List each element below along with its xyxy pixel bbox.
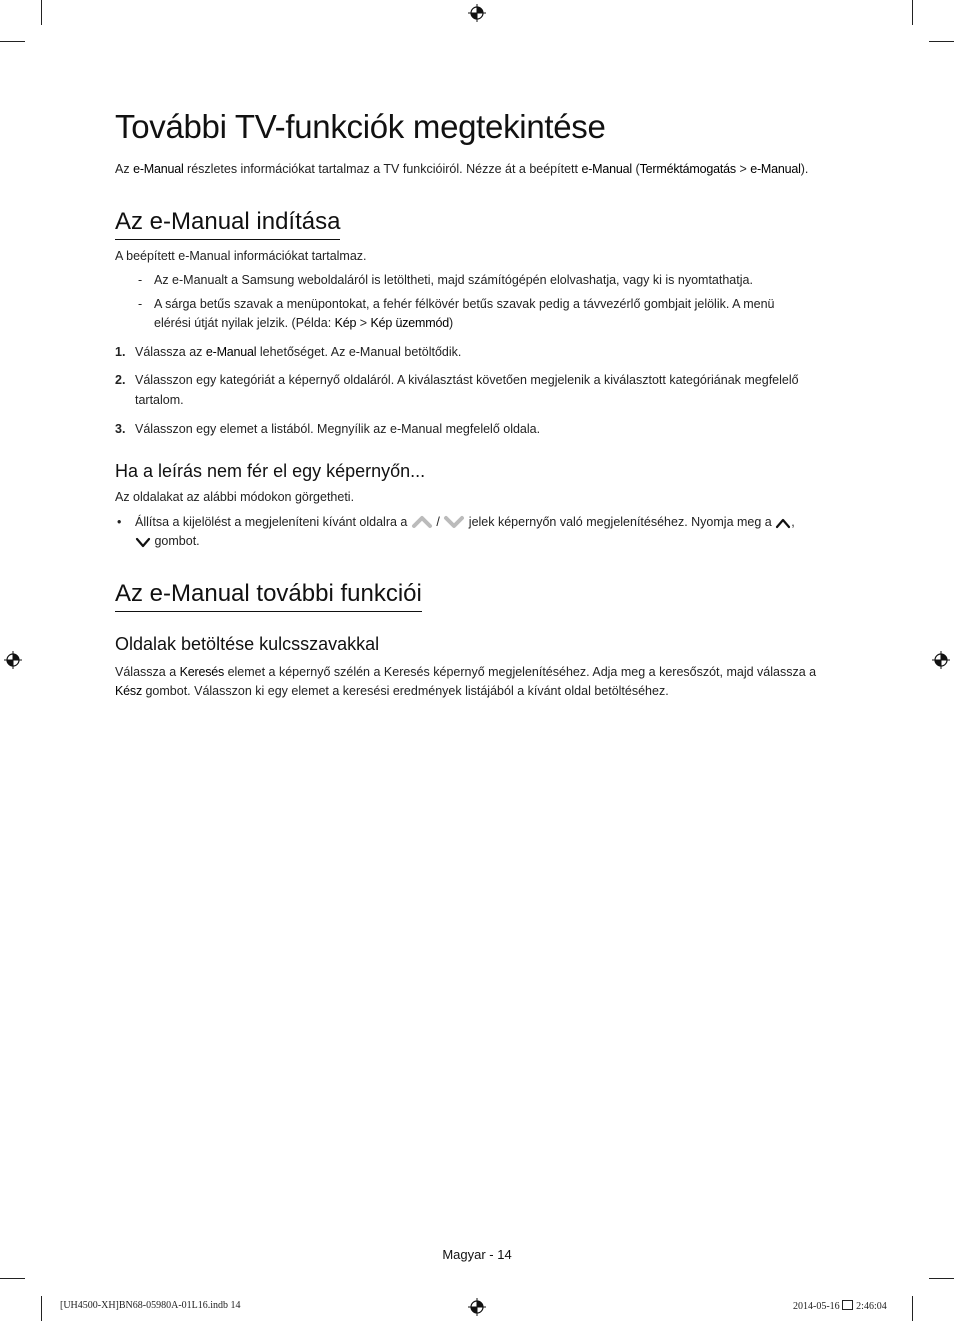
bullet-dot: • <box>117 515 122 529</box>
subsection-heading: Ha a leírás nem fér el egy képernyőn... <box>115 461 426 481</box>
step-text: Válasszon egy elemet a listából. Megnyílik az e-Manual megfelelő oldala. <box>135 422 541 436</box>
crop-mark <box>929 1278 954 1279</box>
note-item-continued: elérési útját nyilak jelzik. (Példa: Kép > Kép üzemmód) <box>154 316 454 330</box>
crop-mark <box>0 41 25 42</box>
crop-mark <box>41 1296 42 1321</box>
note-dash: - <box>138 297 143 311</box>
section-heading: Az e-Manual további funkciói <box>115 580 422 612</box>
imprint-date: 2014-05-16 2:46:04 <box>793 1301 887 1312</box>
page-number: Magyar - 14 <box>442 1247 512 1262</box>
registration-mark-icon <box>4 651 22 669</box>
page-title: További TV-funkciók megtekintése <box>115 108 606 145</box>
step-text-continued: tartalom. <box>135 393 184 407</box>
step-number: 3. <box>115 422 126 436</box>
step-number: 2. <box>115 373 126 387</box>
crop-mark <box>912 0 913 25</box>
chevron-up-icon <box>775 517 791 529</box>
registration-mark-icon <box>468 1298 486 1316</box>
subsection-heading: Oldalak betöltése kulcsszavakkal <box>115 634 380 654</box>
bullet-text: Állítsa a kijelölést a megjeleníteni kívánt oldalra a / jelek képernyőn való megjelenítéséhez. Nyomja meg a , <box>135 515 795 529</box>
crop-mark <box>912 1296 913 1321</box>
registration-mark-icon <box>468 4 486 22</box>
scroll-down-icon <box>443 515 465 529</box>
note-item: Az e-Manualt a Samsung weboldaláról is letöltheti, majd számítógépén elolvashatja, vagy ki is nyomtathatja. <box>154 273 753 287</box>
registration-mark-icon <box>932 651 950 669</box>
crop-mark <box>929 41 954 42</box>
note-item: A sárga betűs szavak a menüpontokat, a fehér félkövér betűs szavak pedig a távvezérlő gombjait jelölik. A menü <box>154 297 775 311</box>
step-number: 1. <box>115 345 126 359</box>
imprint-box-glyph <box>842 1300 853 1310</box>
intro-paragraph: Az e-Manual részletes információkat tartalmaz a TV funkcióiról. Nézze át a beépített e-Manual (Terméktámogatás > e-Manual). <box>115 162 809 176</box>
crop-mark <box>41 0 42 25</box>
paragraph: Válassza a Keresés elemet a képernyő szélén a Keresés képernyő megjelenítéséhez. Adja meg a keresőszót, majd válassza a <box>115 665 817 679</box>
scroll-up-icon <box>411 515 433 529</box>
step-text: Válassza az e-Manual lehetőséget. Az e-Manual betöltődik. <box>135 345 462 359</box>
paragraph-continued: Kész gombot. Válasszon ki egy elemet a keresési eredmények listájából a kívánt oldal betöltéséhez. <box>115 684 669 698</box>
step-text: Válasszon egy kategóriát a képernyő oldaláról. A kiválasztást követően megjelenik a kiválasztott kategóriának megfelelő <box>135 373 799 387</box>
section-heading: Az e-Manual indítása <box>115 208 340 240</box>
crop-mark <box>0 1278 25 1279</box>
note-dash: - <box>138 273 143 287</box>
subsection-lead: Az oldalakat az alábbi módokon görgetheti. <box>115 490 355 504</box>
bullet-text-continued: gombot. <box>135 532 200 552</box>
chevron-down-icon <box>135 536 151 548</box>
imprint-file: [UH4500-XH]BN68-05980A-01L16.indb 14 <box>60 1300 241 1311</box>
section-lead: A beépített e-Manual információkat tartalmaz. <box>115 249 367 263</box>
